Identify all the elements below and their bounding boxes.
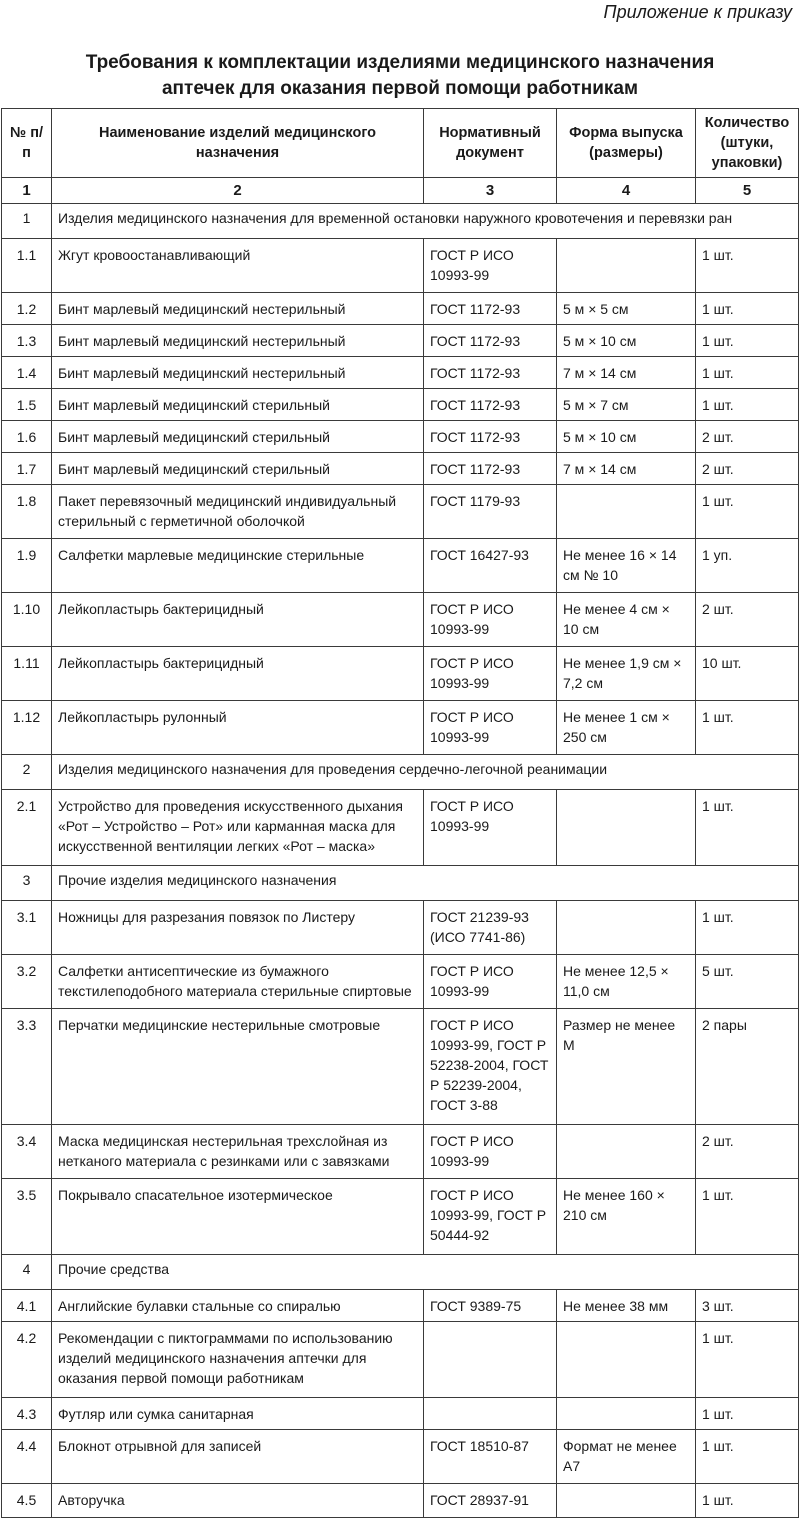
item-quantity: 2 пары xyxy=(696,1009,799,1125)
item-form: Формат не менее А7 xyxy=(557,1430,696,1484)
item-number: 3.4 xyxy=(2,1125,52,1179)
item-form: Не менее 1,9 см × 7,2 см xyxy=(557,647,696,701)
item-quantity: 2 шт. xyxy=(696,421,799,453)
item-document: ГОСТ 1172-93 xyxy=(424,453,557,485)
item-name: Бинт марлевый медицинский стерильный xyxy=(52,421,424,453)
item-name: Салфетки марлевые медицинские стерильные xyxy=(52,539,424,593)
item-document: ГОСТ Р ИСО 10993-99 xyxy=(424,701,557,755)
requirements-table xyxy=(1,108,799,1518)
item-name: Пакет перевязочный медицинский индивидуальный стерильный с герметичной оболочкой xyxy=(52,485,424,539)
item-document: ГОСТ 21239-93 (ИСО 7741-86) xyxy=(424,901,557,955)
item-form: 5 м × 5 см xyxy=(557,293,696,325)
table-row xyxy=(2,485,799,539)
table-row xyxy=(2,790,799,866)
header-row xyxy=(2,109,799,178)
item-name: Покрывало спасательное изотермическое xyxy=(52,1179,424,1255)
table-row xyxy=(2,1125,799,1179)
item-quantity: 1 шт. xyxy=(696,1484,799,1518)
item-document: ГОСТ Р ИСО 10993-99, ГОСТ Р 52238-2004, ГОСТ Р 52239-2004, ГОСТ 3-88 xyxy=(424,1009,557,1125)
item-document: ГОСТ Р ИСО 10993-99 xyxy=(424,955,557,1009)
item-form xyxy=(557,1398,696,1430)
item-form xyxy=(557,790,696,866)
table-row xyxy=(2,593,799,647)
item-document: ГОСТ Р ИСО 10993-99 xyxy=(424,790,557,866)
header-doc: Нормативный документ xyxy=(424,109,557,178)
table-row xyxy=(2,421,799,453)
item-number: 1.2 xyxy=(2,293,52,325)
table-row xyxy=(2,701,799,755)
item-quantity: 10 шт. xyxy=(696,647,799,701)
item-number: 1.9 xyxy=(2,539,52,593)
item-document: ГОСТ Р ИСО 10993-99 xyxy=(424,647,557,701)
item-form: 7 м × 14 см xyxy=(557,357,696,389)
item-number: 4.4 xyxy=(2,1430,52,1484)
item-form xyxy=(557,1484,696,1518)
item-quantity: 2 шт. xyxy=(696,593,799,647)
section-number: 4 xyxy=(2,1255,52,1290)
item-number: 3.5 xyxy=(2,1179,52,1255)
column-index: 5 xyxy=(696,178,799,204)
item-form xyxy=(557,1125,696,1179)
item-number: 1.6 xyxy=(2,421,52,453)
item-name: Устройство для проведения искусственного дыхания «Рот – Устройство – Рот» или карманная маска для искусственной вентиляции легких «Рот – маска» xyxy=(52,790,424,866)
item-document: ГОСТ Р ИСО 10993-99 xyxy=(424,593,557,647)
section-number: 1 xyxy=(2,204,52,239)
header-num: № п/п xyxy=(2,109,52,178)
item-document: ГОСТ 9389-75 xyxy=(424,1290,557,1322)
item-form xyxy=(557,239,696,293)
table-row xyxy=(2,539,799,593)
section-title: Изделия медицинского назначения для проведения сердечно-легочной реанимации xyxy=(52,755,799,790)
column-index-row xyxy=(2,178,799,204)
item-document: ГОСТ 1172-93 xyxy=(424,389,557,421)
item-number: 4.1 xyxy=(2,1290,52,1322)
item-number: 1.5 xyxy=(2,389,52,421)
item-number: 4.2 xyxy=(2,1322,52,1398)
item-number: 1.11 xyxy=(2,647,52,701)
item-name: Лейкопластырь бактерицидный xyxy=(52,593,424,647)
item-name: Лейкопластырь рулонный xyxy=(52,701,424,755)
item-name: Рекомендации с пиктограммами по использованию изделий медицинского назначения аптечки для оказания первой помощи работникам xyxy=(52,1322,424,1398)
item-form: Не менее 38 мм xyxy=(557,1290,696,1322)
item-number: 4.3 xyxy=(2,1398,52,1430)
item-form: Не менее 160 × 210 см xyxy=(557,1179,696,1255)
table-row xyxy=(2,1322,799,1398)
item-name: Жгут кровоостанавливающий xyxy=(52,239,424,293)
header-form: Форма выпуска (размеры) xyxy=(557,109,696,178)
item-name: Ножницы для разрезания повязок по Листеру xyxy=(52,901,424,955)
item-form: 5 м × 7 см xyxy=(557,389,696,421)
item-name: Бинт марлевый медицинский стерильный xyxy=(52,389,424,421)
item-name: Бинт марлевый медицинский стерильный xyxy=(52,453,424,485)
item-name: Блокнот отрывной для записей xyxy=(52,1430,424,1484)
item-form: 5 м × 10 см xyxy=(557,325,696,357)
item-document: ГОСТ 18510-87 xyxy=(424,1430,557,1484)
item-name: Авторучка xyxy=(52,1484,424,1518)
item-quantity: 1 шт. xyxy=(696,1398,799,1430)
item-number: 2.1 xyxy=(2,790,52,866)
item-number: 1.3 xyxy=(2,325,52,357)
item-name: Футляр или сумка санитарная xyxy=(52,1398,424,1430)
item-quantity: 1 шт. xyxy=(696,239,799,293)
item-document: ГОСТ Р ИСО 10993-99 xyxy=(424,1125,557,1179)
table-row xyxy=(2,647,799,701)
item-number: 3.3 xyxy=(2,1009,52,1125)
table-row xyxy=(2,357,799,389)
item-form xyxy=(557,1322,696,1398)
table-row xyxy=(2,325,799,357)
item-quantity: 1 шт. xyxy=(696,485,799,539)
item-form: 5 м × 10 см xyxy=(557,421,696,453)
item-quantity: 1 шт. xyxy=(696,1322,799,1398)
section-row xyxy=(2,204,799,239)
column-index: 3 xyxy=(424,178,557,204)
table-body xyxy=(2,204,799,1518)
item-number: 1.8 xyxy=(2,485,52,539)
column-index: 1 xyxy=(2,178,52,204)
item-document: ГОСТ Р ИСО 10993-99 xyxy=(424,239,557,293)
item-document: ГОСТ 1172-93 xyxy=(424,421,557,453)
item-number: 3.2 xyxy=(2,955,52,1009)
item-name: Бинт марлевый медицинский нестерильный xyxy=(52,325,424,357)
table-row xyxy=(2,955,799,1009)
item-number: 1.7 xyxy=(2,453,52,485)
table-row xyxy=(2,901,799,955)
item-document xyxy=(424,1322,557,1398)
item-quantity: 5 шт. xyxy=(696,955,799,1009)
item-number: 1.10 xyxy=(2,593,52,647)
item-form xyxy=(557,485,696,539)
item-quantity: 1 шт. xyxy=(696,901,799,955)
column-index: 2 xyxy=(52,178,424,204)
item-document xyxy=(424,1398,557,1430)
item-document: ГОСТ 1179-93 xyxy=(424,485,557,539)
item-quantity: 3 шт. xyxy=(696,1290,799,1322)
item-form: 7 м × 14 см xyxy=(557,453,696,485)
item-quantity: 1 шт. xyxy=(696,1179,799,1255)
item-document: ГОСТ 1172-93 xyxy=(424,357,557,389)
table-row xyxy=(2,1484,799,1518)
section-row xyxy=(2,755,799,790)
item-document: ГОСТ 1172-93 xyxy=(424,325,557,357)
item-form: Не менее 16 × 14 см № 10 xyxy=(557,539,696,593)
item-quantity: 1 уп. xyxy=(696,539,799,593)
table-row xyxy=(2,239,799,293)
item-quantity: 2 шт. xyxy=(696,453,799,485)
section-number: 2 xyxy=(2,755,52,790)
item-form: Не менее 12,5 × 11,0 см xyxy=(557,955,696,1009)
table-row xyxy=(2,1398,799,1430)
item-name: Английские булавки стальные со спиралью xyxy=(52,1290,424,1322)
section-row xyxy=(2,1255,799,1290)
item-form: Размер не менее M xyxy=(557,1009,696,1125)
item-number: 1.4 xyxy=(2,357,52,389)
item-form: Не менее 1 см × 250 см xyxy=(557,701,696,755)
item-document: ГОСТ 28937-91 xyxy=(424,1484,557,1518)
item-number: 1.1 xyxy=(2,239,52,293)
item-form xyxy=(557,901,696,955)
column-index: 4 xyxy=(557,178,696,204)
item-name: Бинт марлевый медицинский нестерильный xyxy=(52,293,424,325)
table-row xyxy=(2,1430,799,1484)
table-row xyxy=(2,1290,799,1322)
item-name: Перчатки медицинские нестерильные смотровые xyxy=(52,1009,424,1125)
item-number: 3.1 xyxy=(2,901,52,955)
appendix-label: Приложение к приказу xyxy=(603,2,792,22)
table-header xyxy=(2,109,799,204)
item-document: ГОСТ 16427-93 xyxy=(424,539,557,593)
title-line-1: Требования к комплектации изделиями медицинского назначения xyxy=(85,52,715,73)
section-title: Изделия медицинского назначения для временной остановки наружного кровотечения и перевязки ран xyxy=(52,204,799,239)
item-quantity: 1 шт. xyxy=(696,701,799,755)
document-title xyxy=(0,50,800,102)
item-quantity: 1 шт. xyxy=(696,389,799,421)
table-row xyxy=(2,453,799,485)
title-line-2: аптечек для оказания первой помощи работникам xyxy=(161,78,639,99)
item-document: ГОСТ 1172-93 xyxy=(424,293,557,325)
item-quantity: 1 шт. xyxy=(696,293,799,325)
section-row xyxy=(2,866,799,901)
item-document: ГОСТ Р ИСО 10993-99, ГОСТ Р 50444-92 xyxy=(424,1179,557,1255)
section-title: Прочие средства xyxy=(52,1255,799,1290)
item-quantity: 1 шт. xyxy=(696,357,799,389)
table-row xyxy=(2,1009,799,1125)
table-row xyxy=(2,1179,799,1255)
item-name: Бинт марлевый медицинский нестерильный xyxy=(52,357,424,389)
item-form: Не менее 4 см × 10 см xyxy=(557,593,696,647)
item-quantity: 2 шт. xyxy=(696,1125,799,1179)
header-name: Наименование изделий медицинского назначения xyxy=(52,109,424,178)
item-quantity: 1 шт. xyxy=(696,325,799,357)
item-name: Салфетки антисептические из бумажного текстилеподобного материала стерильные спиртовые xyxy=(52,955,424,1009)
section-number: 3 xyxy=(2,866,52,901)
item-quantity: 1 шт. xyxy=(696,1430,799,1484)
section-title: Прочие изделия медицинского назначения xyxy=(52,866,799,901)
item-quantity: 1 шт. xyxy=(696,790,799,866)
item-number: 4.5 xyxy=(2,1484,52,1518)
table-row xyxy=(2,293,799,325)
item-name: Маска медицинская нестерильная трехслойная из нетканого материала с резинками или с завязками xyxy=(52,1125,424,1179)
item-number: 1.12 xyxy=(2,701,52,755)
table-row xyxy=(2,389,799,421)
item-name: Лейкопластырь бактерицидный xyxy=(52,647,424,701)
header-qty: Количество (штуки, упаковки) xyxy=(696,109,799,178)
